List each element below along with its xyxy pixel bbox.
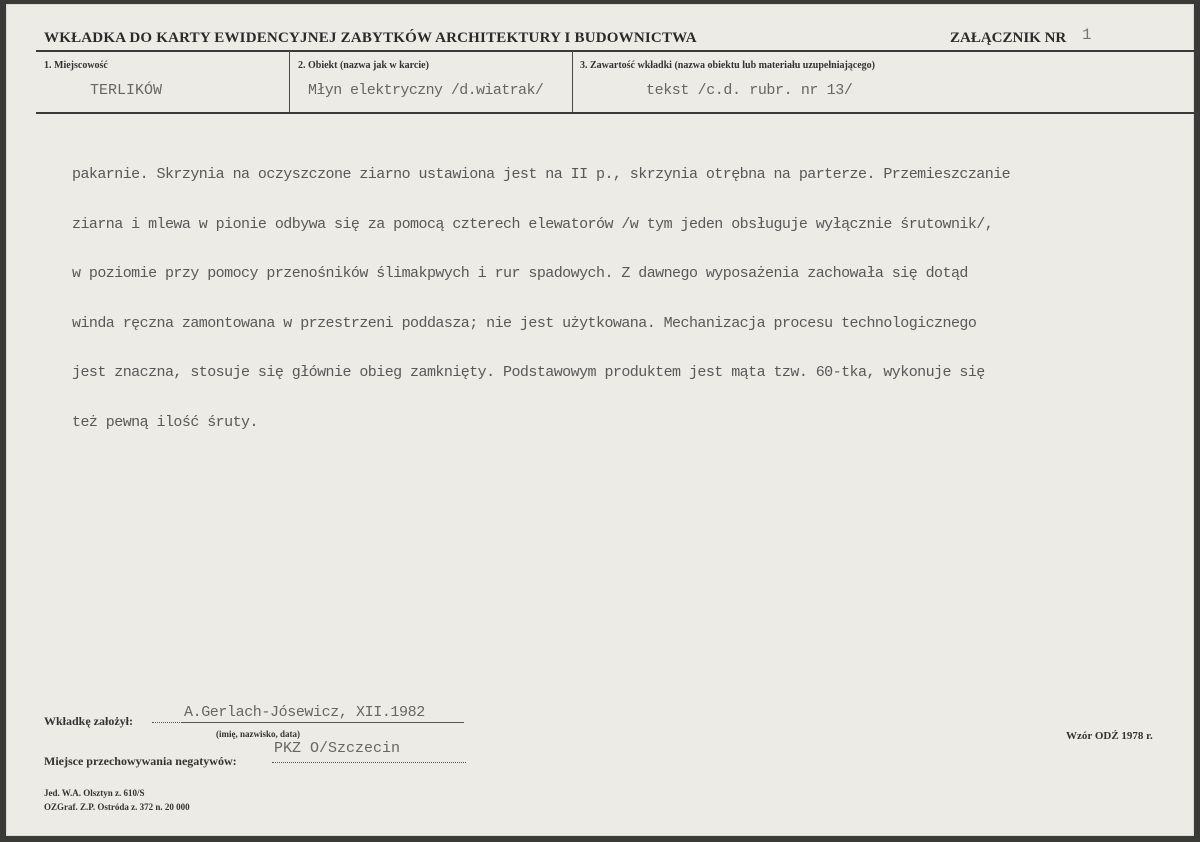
author-underline <box>182 722 464 723</box>
column-divider-2 <box>572 51 573 113</box>
object-label: 2. Obiekt (nazwa jak w karcie) <box>298 60 429 71</box>
object-value: Młyn elektryczny /d.wiatrak/ <box>308 82 544 99</box>
form-model: Wzór ODŹ 1978 r. <box>1066 730 1153 742</box>
contents-value: tekst /c.d. rubr. nr 13/ <box>646 82 853 99</box>
author-label: Wkładkę założył: <box>44 714 133 728</box>
author-dotline <box>152 722 182 723</box>
body-line: jest znaczna, stosuje się głównie obieg zamknięty. Podstawowym produktem jest mąta tzw. 60-tka, wykonuje się <box>72 364 985 381</box>
header-rule-top <box>36 50 1194 52</box>
attachment-number: 1 <box>1082 26 1092 44</box>
attachment-label: ZAŁĄCZNIK NR <box>950 30 1067 46</box>
body-line: też pewną ilość śruty. <box>72 413 258 431</box>
author-hint: (imię, nazwisko, data) <box>216 729 300 739</box>
contents-label: 3. Zawartość wkładki (nazwa obiektu lub materiału uzupełniającego) <box>580 60 876 71</box>
print-info-1: Jed. W.A. Olsztyn z. 610/S <box>44 788 145 798</box>
body-text <box>72 134 1172 464</box>
body-line: ziarna i mlewa w pionie odbywa się za pomocą czterech elewatorów /w tym jeden obsługuje wyłącznie śrutownik/, <box>72 215 994 233</box>
column-divider-1 <box>289 51 290 113</box>
storage-value: PKZ O/Szczecin <box>274 740 401 757</box>
body-line: w poziomie przy pomocy przenośników ślimakpwych i rur spadowych. Z dawnego wyposażenia zachowała się dotąd <box>72 265 968 282</box>
page-title: WKŁADKA DO KARTY EWIDENCYJNEJ ZABYTKÓW ARCHITEKTURY I BUDOWNICTWA <box>44 30 697 46</box>
body-line: winda ręczna zamontowana w przestrzeni poddasza; nie jest użytkowana. Mechanizacja procesu technologicznego <box>72 314 977 332</box>
locality-label: 1. Miejscowość <box>44 60 108 71</box>
header-rule-bottom <box>36 112 1194 114</box>
locality-value: TERLIKÓW <box>90 82 163 99</box>
body-line: pakarnie. Skrzynia na oczyszczone ziarno ustawiona jest na II p., skrzynia otrębna na parterze. Przemieszczanie <box>72 166 1011 183</box>
storage-underline <box>272 762 466 763</box>
storage-label: Miejsce przechowywania negatywów: <box>44 754 237 768</box>
record-card <box>6 4 1194 836</box>
print-info-2: OZGraf. Z.P. Ostróda z. 372 n. 20 000 <box>44 802 190 812</box>
author-value: A.Gerlach-Jósewicz, XII.1982 <box>184 704 425 721</box>
